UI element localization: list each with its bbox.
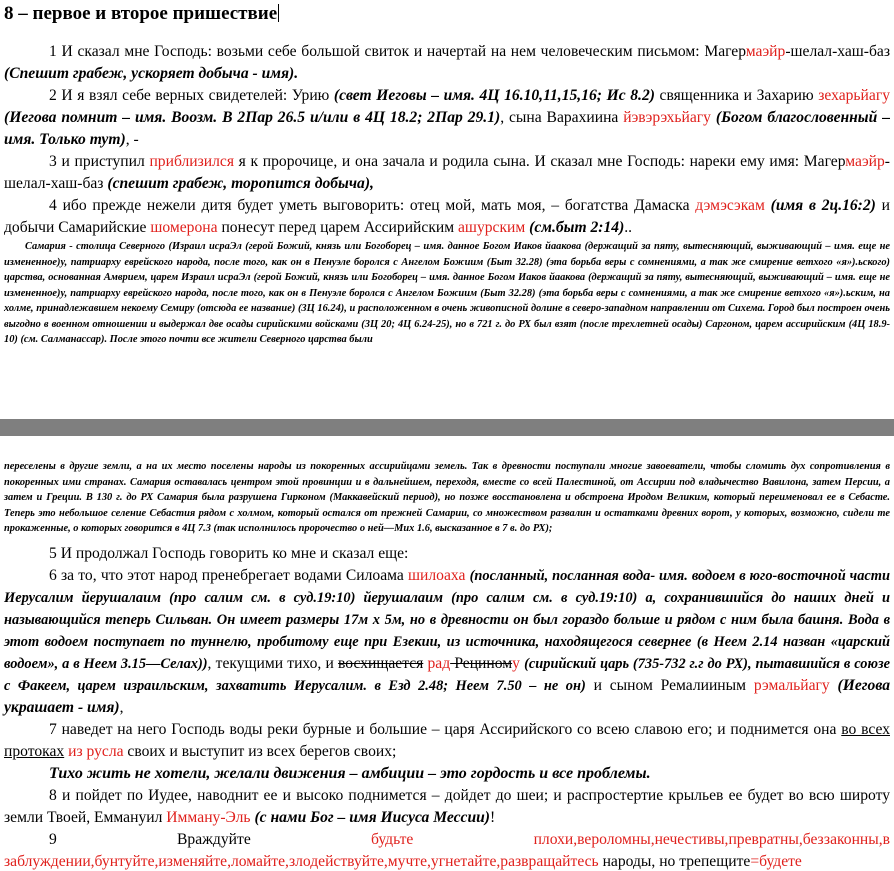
chapter-heading [4, 0, 890, 29]
page-break [0, 418, 894, 437]
verse-9: 9 Враждуйте будьте плохи,вероломны,нечестивы,превратны,беззаконны,в заблуждении,бунтуйте,изменяйте,ломайте,злодействуйте,мучте,угнетайте,развращайтесь народы, но трепещите=будете [4, 830, 890, 870]
verse-4: 4 ибо прежде нежели дитя будет уметь выговорить: отец мой, мать моя, – богатства Дамаска дэмэсэкам (имя в 2ц.16:2) и добычи Самарийские шомерона понесут перед царем Ассирийским ашурским (см.быт 2:14).. [4, 197, 890, 236]
verse-1: 1 И сказал мне Господь: возьми себе большой свиток и начертай на нем человеческим письмом: Магермаэйр-шелал-хаш-баз (Спешит грабеж, ускоряет добыча - имя). [4, 43, 890, 82]
text-cursor [278, 4, 279, 22]
commentary-samaria-part-2: переселены в другие земли, а на их место поселены народы из покоренных ассирийцами земель. Так в древности поступали многие завоеватели, чтобы сломить дух сопротивления в покоренных ими странах. Самария оставалась центром этой провинции и в дальнейшем, переходя, вместе со всей Палестиной, от Ассирии под владычество Вавилона, затем Персии, а затем и Греции. В 130 г. до РХ Самария была разрушена Гирконом (Маккавейский период), но позже восстановлена и обстроена Иродом Великим, который переименовал ее в Себасте. Теперь это небольшое селение Себастия рядом с холмом, который остался от прежней Самарии, со множеством развалин и остатками древних ворот, у которых, возможно, сидели те прокаженные, о которых говорится в 4Ц 7.3 (так исполнилось пророчество о ней—Мих 1.6, высказанное в 7 в. до РХ); [4, 461, 890, 534]
verse-6: 6 за то, что этот народ пренебрегает водами Силоама шилоаха (посланный, посланная вода- имя. водоем в юго-восточной части Иерусалим йерушалаим (про салим см. в суд.19:10) йерушалаим (про салим см. в суд.19:10) а, сохранившийся до наших дней и называющийся теперь Сильван. Он имеет размеры 17м х 5м, но в древности он был гораздо больше и рядом с ним была башня. Вода в этот водоем поступает по туннелю, пробитому еще при Езекии, из источника, находящегося севернее (в Неем 2.14 назван «царский водоем», а в Неем 3.15—Селах)), текущими тихо, и восхищается рад Рециному (сирийский царь (735-732 г.г до РХ), пытавшийся в союзе с Факеем, царем израильским, захватить Иерусалим. в Езд 2.48; Неем 7.50 – не он) и сыном Ремалииным рэмальйагу (Иегова украшает - имя), [4, 566, 891, 716]
verse-5: 5 И продолжал Господь говорить ко мне и сказал еще: [49, 544, 409, 562]
verse-2: 2 И я взял себе верных свидетелей: Урию (свет Иеговы – имя. 4Ц 16.10,11,15,16; Ис 8.2) священника и Захарию зехарьйагу (Иегова помнит – имя. Воозм. В 2Пар 26.5 и/или в 4Ц 18.2; 2Пар 29.1), сына Варахиина йэвэрэхьйагу (Богом благословенный – имя. Только тут), - [4, 87, 891, 148]
page-separator [0, 419, 894, 436]
page-2 [0, 437, 894, 871]
verse-8: 8 и пойдет по Иудее, наводнит ее и высоко поднимется – дойдет до шеи; и распростертие крыльев ее будет во всю широту земли Твоей, Еммануил Иммaну-Эль (с нами Бог – имя Иисуса Мессии)! [4, 786, 890, 826]
verse-3: 3 и приступил приблизился я к пророчице, и она зачала и родила сына. И сказал мне Господь: нареки ему имя: Магермаэйр-шелал-хаш-баз (спешит грабеж, торопится добыча), [4, 153, 890, 192]
verse-7: 7 наведет на него Господь воды реки бурные и большие – царя Ассирийского со всею славою его; и поднимется она во всех протоках из русла своих и выступит из всех берегов своих; [4, 720, 890, 760]
commentary-samaria-part-1: Самария - столица Северного (Израил исраЭл (герой Божий, князь или Богоборец – имя. данное Богом Иаков йаакова (держащий за пяту, вытесняющий, выживающий – имя. еще не измененное)у, патриарху еврейского народа, после того, как он в Пенуэле боролся с Ангелом Божиим (Быт 32.28) (эта борьба веры с сомнениями, а так же смирение ветхого «я»).ьского) царства, основанная Амврием, царем Израил исраЭл (герой Божий, князь или Богоборец – имя. данное Богом Иаков йаакова (держащий за пяту, вытесняющий, выживающий – имя. еще не измененное)у, патриарху еврейского народа, после того, как он в Пенуэле боролся с Ангелом Божиим (Быт 32.28) (эта борьба веры с сомнениями, а так же смирение ветхого «я»).ьским, на холме, принадлежавшем некоему Семиру (отсюда ее название) (3Ц 16.24), и расположенном в очень живописной долине в северо-западном направлении от Сихема. Город был построен очень выгодно в военном отношении и выдержал две осады сирийскими войсками (3Ц 20; 4Ц 6.24-25), но в 721 г. до РХ был взят (после трехлетней осады) Саргоном, царем ассирийским (4Ц 18.9-10) (см. Салманассар). После этого почти все жители Северного царства были [4, 241, 890, 345]
page-1 [0, 0, 894, 418]
note-verse-7: Тихо жить не хотели, желали движения – амбиции – это гордость и все проблемы. [49, 764, 651, 782]
heading-text: 8 – первое и второе пришествие [4, 3, 278, 24]
